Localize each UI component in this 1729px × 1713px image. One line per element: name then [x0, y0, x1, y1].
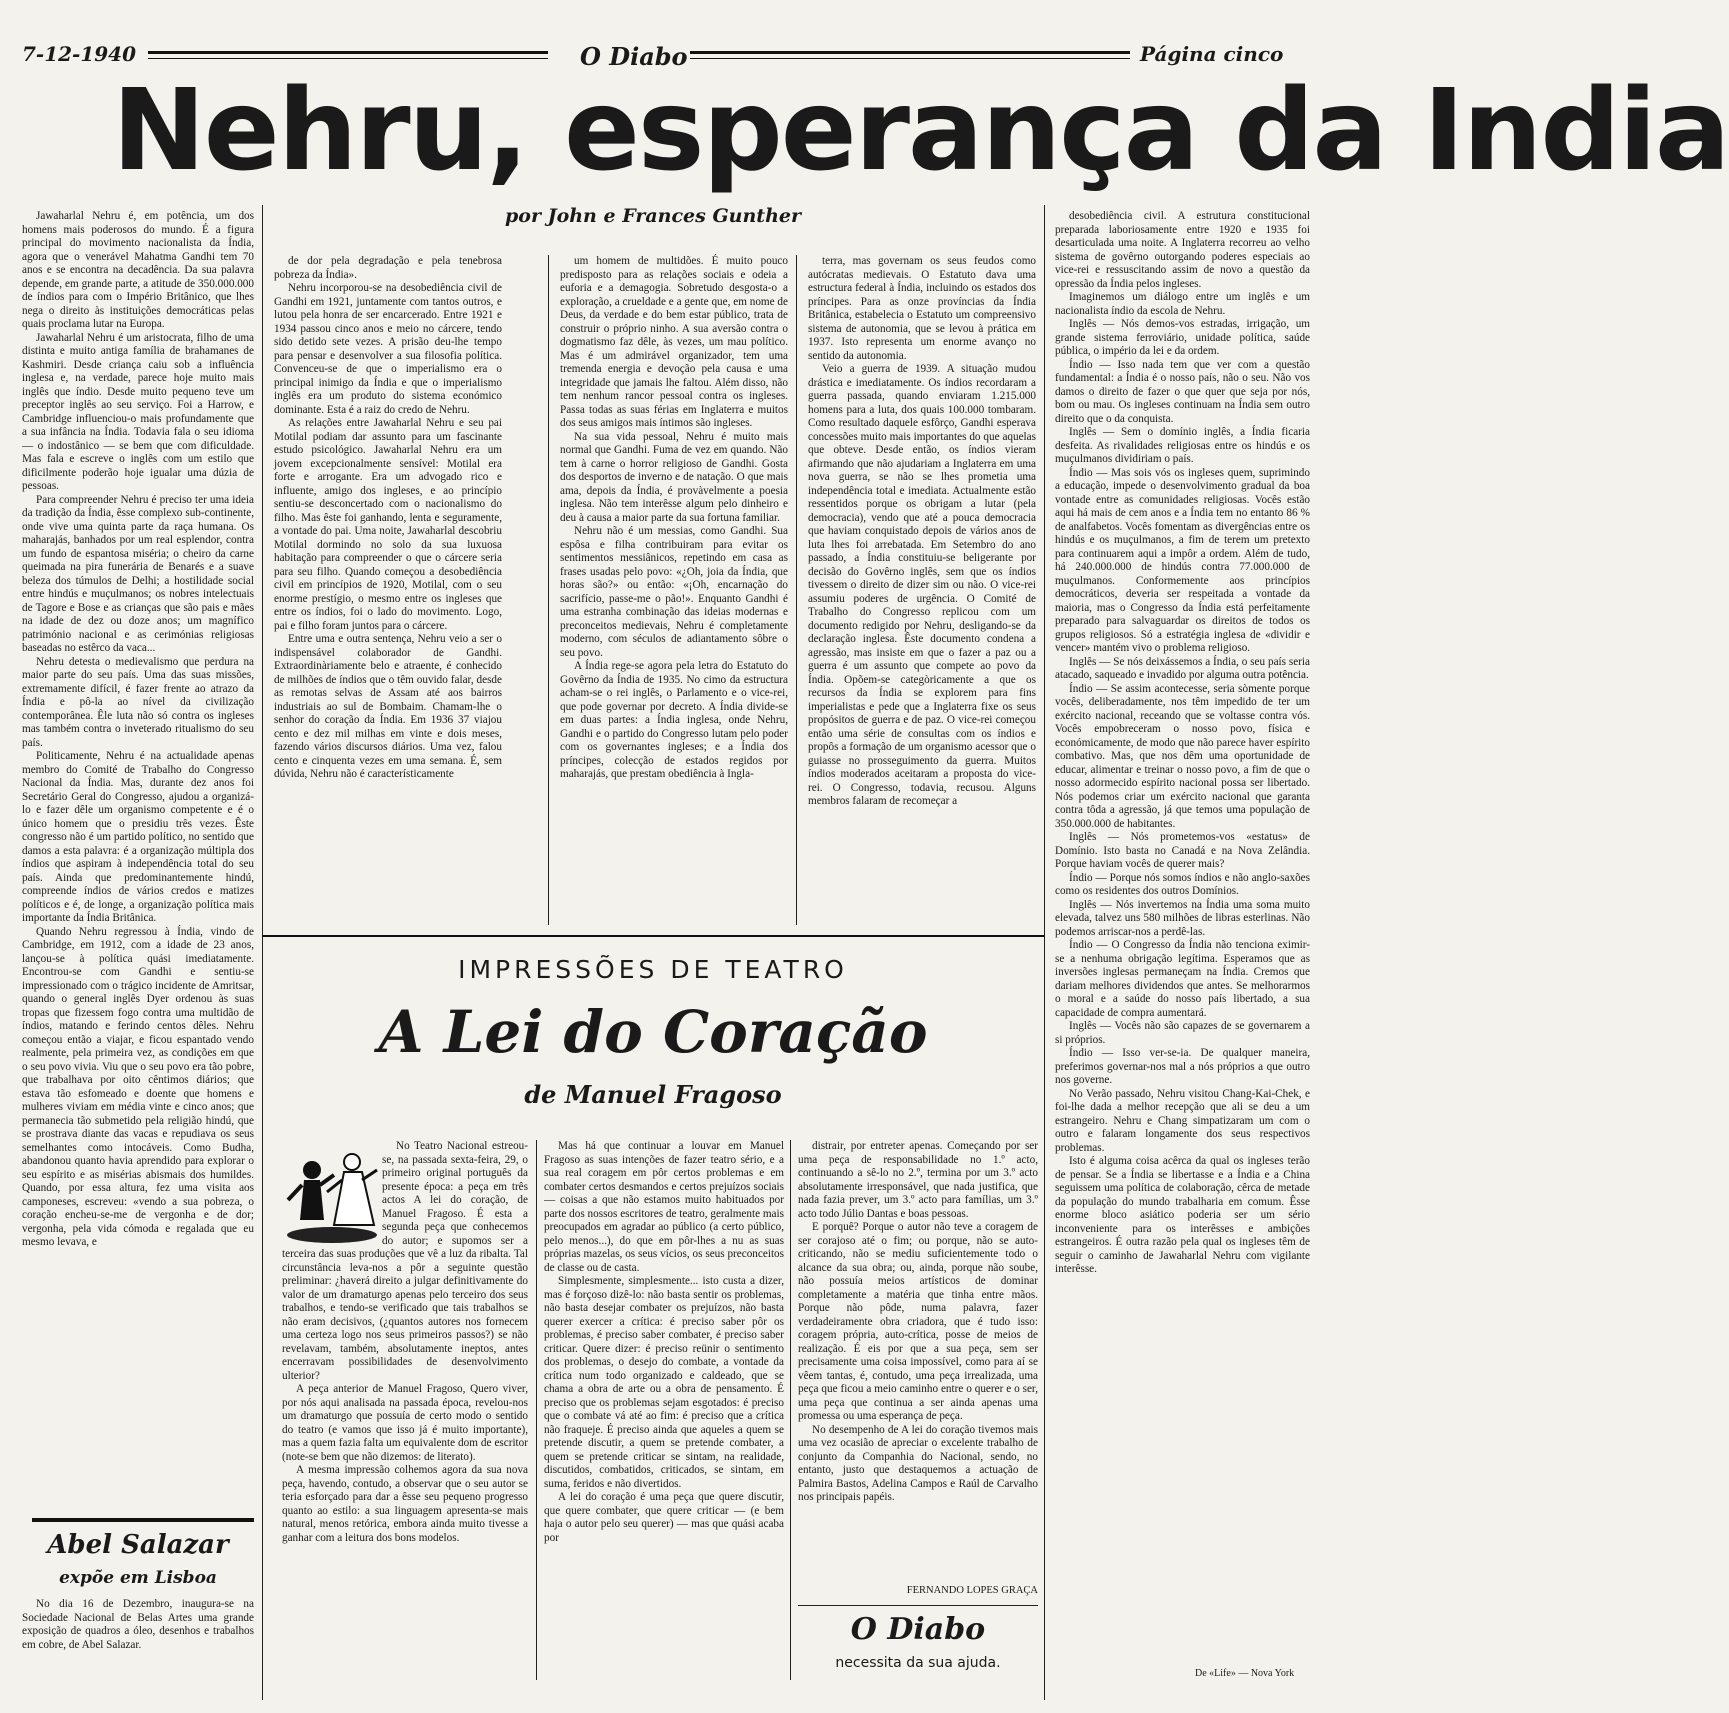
- paragraph: Nehru incorporou-se na desobediência civil de Gandhi em 1921, juntamente com tantos outros, e lutou pela honra de ser encarcerado. Entre 1921 e 1934 passou cinco anos e meio no cárcere, tendo sido detido sete vezes. A prisão deu-lhe tempo para pensar e desenvolver a sua filosofia política. Convenceu-se de que o imperialismo era o principal inimigo da Índia e que o imperialismo inglês era um produto do sistema económico dominante. Esta é a raiz do credo de Nehru.: [274, 282, 502, 416]
- column-divider: [796, 255, 797, 925]
- paragraph: Jawaharlal Nehru é um aristocrata, filho de uma distinta e muito antiga família de brahamanes de Kashmiri. Desde criança caiu sob a influência inglesa e, na verdade, parece hoje muito mais inglês que índio. Desde muito pequeno teve um preceptor inglês ao seu serviço. Foi a Harrow, e Cambridge influenciou-o mais profundamente que a sua infância na Índia. Todavia fala o seu idioma — o indostânico — se bem que com dificuldade. Mas fala e escreve o inglês com um estilo que dificilmente poderão hoje igualar uma dúzia de pessoas.: [22, 331, 254, 492]
- paragraph: Nehru detesta o medievalismo que perdura na maior parte do seu país. Uma das suas missões, extremamente difícil, é fazer frente ao atrazo da Índia e pô-la ao nível da civilização contemporânea. Êle luta não só contra os ingleses mas também contra o inveterado ritualismo do seu país.: [22, 655, 254, 749]
- appeal-rule: [798, 1605, 1038, 1606]
- salazar-rule: [32, 1518, 254, 1522]
- paragraph: Mas há que continuar a louvar em Manuel Fragoso as suas intenções de fazer teatro sério, e a sua real coragem em pôr certos problemas e em combater certos desmandos e certos prejuízos sociais — coisas a que não estamos muito habituados por parte dos nossos escritores de teatro, geralmente mais preocupados em agradar ao público (a certo público, pelo menos...), do que em pôr-lhes a nu as suas próprias mazelas, os seus vícios, os seus preconceitos de classe ou de casta.: [544, 1140, 784, 1274]
- paragraph: Índio — Porque nós somos índios e não anglo-saxões como os residentes dos outros Domínios.: [1055, 871, 1310, 897]
- paragraph: No Teatro Nacional estreou-se, na passada sexta-feira, 29, o primeiro original português da presente época: a peça em três actos A lei do coração, de Manuel Fragoso. É esta a segunda peça que conhecemos do autor; e supomos ser a terceira das suas produções que vê a luz da ribalta. Tal circunstância leva-nos a pôr a seguinte questão preliminar: ¿haverá direito a julgar definitivamente do valor de um dramaturgo apenas pelo terceiro dos seus trabalhos, e tendo-se verificado que tais trabalhos se não eram decisivos, (¿quantos autores nos fornecem uma certeza logo nos seus primeiros passos?) se não revelavam, também, absolutamente ineptos, antes encerravam possibilidades de desenvolvimento ulterior?: [282, 1140, 528, 1382]
- paragraph: Inglês — Nós prometemos-vos «estatus» de Domínio. Isto basta no Canadá e na Nova Zelândia. Porque haviam vocês de querer mais?: [1055, 831, 1310, 870]
- paragraph: Na sua vida pessoal, Nehru é muito mais normal que Gandhi. Fuma de vez em quando. Não tem à carne o horror religioso de Gandhi. Gosta dos desportos de inverno e de natação. O que mais ama, depois da Índia, é provàvelmente a poesia inglesa. Não tem interêsse algum pelo dinheiro e deu à causa a maior parte da sua fortuna familiar.: [560, 430, 788, 524]
- column-divider: [1044, 205, 1045, 1700]
- paragraph: terra, mas governam os seus feudos como autócratas medievais. O Estatuto dava uma estructura federal à Índia, incluindo os estados dos príncipes. Para as onze províncias da Índia Britânica, estabelecia o Estatuto um compreensivo sistema de autonomia, que se levou à prática em 1937. Isto representa um enorme avanço no sentido da autonomia.: [808, 255, 1036, 362]
- paragraph: distrair, por entreter apenas. Começando por ser uma peça de responsabilidade no 1.º acto, continuando a sê-lo no 2.º, termina por um 3.º acto absolutamente irresponsável, que nada justifica, que nada fazia prever, um 3.º acto para famílias, um 3.º acto todo Júlio Dantas e boas pessoas.: [798, 1140, 1038, 1220]
- paragraph: A peça anterior de Manuel Fragoso, Quero viver, por nós aqui analisada na passada época, revelou-nos um dramaturgo que possuía de certo modo o sentido do teatro (e vamos que isso já é muito importante), mas a quem fazia falta um equivalente dom de escritor (note-se bem que não dizemos: de literato).: [282, 1383, 528, 1463]
- section-rule: [262, 935, 1044, 937]
- paragraph: Politicamente, Nehru é na actualidade apenas membro do Comité de Trabalho do Congresso Nacional da Índia. Mas, durante dez anos foi Secretário Geral do Congresso, ajudou a organizá-lo e fazer dêle um organismo competente e é o único homem que o presidiu três vezes. Êste congresso não é um partido político, no sentido que damos a esta palavra: é a organização múltipla dos índios que aspiram à independência total do seu país. Ainda que predominantemente hindú, compreende índios de vários credos e matizes políticos e é, de longe, a organização política mais importante da Índia Britânica.: [22, 750, 254, 924]
- paragraph: Inglês — Sem o domínio inglês, a Índia ficaria desfeita. As rivalidades religiosas entre os hindús e os muçulmanos dividiriam o país.: [1055, 426, 1310, 465]
- paragraph: de dor pela degradação e pela tenebrosa pobreza da Índia».: [274, 255, 502, 281]
- salazar-text-block: [22, 1598, 254, 1703]
- column-divider: [548, 255, 549, 925]
- paragraph: Simplesmente, simplesmente... isto custa a dizer, mas é forçoso dizê-lo: não basta sentir os problemas, não basta desejar combater os prejuízos, não basta querer exercer a crítica: é preciso saber pôr os problemas, é preciso saber combater, é preciso saber criticar. Quere dizer: é preciso reünir o sentimento dos problemas, o desejo do combate, a vontade da crítica num todo organizado e caldeado, que se chama a obra de arte ou a obra de pensamento. É preciso que os problemas sejam esgotados: é preciso que o combate vá até ao fim: é preciso que a crítica não fraqueje. É preciso ainda que aqueles a quem se pretende discutir, a quem se pretende combater, a quem se pretende criticar se sintam, na realidade, discutidos, combatidos, criticados, se sintam, em suma, feridos e não divertidos.: [544, 1275, 784, 1490]
- theatre-column-3: [798, 1140, 1038, 1580]
- theatre-subtitle: de Manuel Fragoso: [524, 1080, 782, 1109]
- paragraph: Índio — O Congresso da Índia não tenciona eximir-se a nenhuma obrigação legítima. Esperamos que as inversões inglesas permaneçam na Índia. Cremos que dariam melhores dividendos que antes. Se melhorarmos o moral e a saúde do nosso país libertado, a sua capacidade de compra aumentará.: [1055, 939, 1310, 1019]
- theatre-title: A Lei do Coração: [378, 998, 928, 1066]
- article-column-2: [274, 255, 502, 925]
- paragraph: Índio — Se assim acontecesse, seria sòmente porque vocês, deliberadamente, nos têm impedido de ter um exército nacional, receando que se voltasse contra vós. Vocês empobreceram o nosso povo, física e económicamente, de modo que não parece haver espírito combativo. Mas, que nos dêm uma oportunidade de educar, alimentar e treinar o nosso povo, a fim de que o nosso adormecido espírito nacional possa ser libertado. Nós podemos criar um exército nacional que garanta contra tôda a agressão, já que temos uma população de 350.000.000 de habitantes.: [1055, 682, 1310, 830]
- article-title: Nehru, esperança da India: [112, 66, 1729, 196]
- page-number: Página cinco: [1140, 42, 1284, 66]
- header-rule-right-thin: [690, 58, 1130, 59]
- article-column-3: [560, 255, 788, 925]
- salazar-subtitle: expõe em Lisboa: [59, 1568, 217, 1588]
- paragraph: Quando Nehru regressou à Índia, vindo de Cambridge, em 1912, com a idade de 23 anos, lançou-se à política quási imediatamente. Encontrou-se com Gandhi e sentiu-se impressionado com o trágico incidente de Amritsar, quando o general inglês Dyer ordenou às suas tropas que fizessem fogo contra uma multidão de índios, matando e ferindo centos dêles. Nehru começou então a viajar, e ficou espantado vendo realmente, pela primeira vez, as condições em que o seu povo vivia. Viu que o seu povo era tão pobre, que trabalhava por oito cêntimos diários; que estava tão esfomeado e doente que homens e mulheres viviam em média vinte e cinco anos; que permanecia tão submetido pela religião hindú, que se prostrava diante das vacas e repudiava os seus semelhantes como intocáveis. Como Budha, abandonou quanto havia aprendido para explorar o seu espírito e as misérias abismais dos humildes. Quando, por essa altura, fez uma visita aos camponeses, escreveu: «vendo a sua pobreza, o coração encheu-se-me de vergonha e de dor; vergonha, pela vida cómoda e regalada que eu mesmo levava, e: [22, 925, 254, 1248]
- page-date: 7-12-1940: [22, 42, 137, 66]
- article-byline: por John e Frances Gunther: [505, 205, 801, 227]
- paragraph: Inglês — Nós demos-vos estradas, irrigação, um grande sistema ferroviário, unidade política, saúde pública, o império da lei e da ordem.: [1055, 318, 1310, 357]
- paragraph: Índio — Isso nada tem que ver com a questão fundamental: a Índia é o nosso país, não o seu. Não vos damos o direito de fazer o que quer que seja por nós, bom ou mau. Os ingleses continuam na Índia sem outro direito que o da conquista.: [1055, 358, 1310, 425]
- article-source: De «Life» — Nova York: [1195, 1668, 1295, 1679]
- paragraph: Índio — Isso ver-se-ia. De qualquer maneira, preferimos governar-nos mal a nós próprios a que outro nos governe.: [1055, 1047, 1310, 1086]
- theatre-column-2: [544, 1140, 784, 1680]
- paragraph: E porquê? Porque o autor não teve a coragem de ser corajoso até o fim; ou porque, não se auto-criticando, não se mediu suficientemente todo o alcance da sua obra; ou, ainda, porque não soube, não possuía meios artísticos de dominar completamente a matéria que tinha entre mãos. Porque não pôde, numa palavra, fazer verdadeiramente obra criadora, que é tudo isso: coragem própria, auto-crítica, posse de meios de realização. É eis por que a sua peça, sem ser precisamente uma coisa impossível, como para aí se vêem tantas, é, contudo, uma peça irrealizada, uma peça que ficou a meio caminho entre o querer e o ser, uma peça que continua a ser ainda apenas uma promessa ou uma esperança de peça.: [798, 1221, 1038, 1422]
- article-column-4: [808, 255, 1036, 925]
- theatre-section-label: IMPRESSÕES DE TEATRO: [458, 955, 848, 984]
- header-rule-left: [148, 51, 548, 54]
- paragraph: A mesma impressão colhemos agora da sua nova peça, havendo, contudo, a observar que o seu autor se teria esforçado para dar a êsse seu pequeno progresso quanto ao estilo: a sua linguagem apresenta-se mais natural, menos retórica, embora ainda muito tivesse a ganhar com a leitura dos bons modelos.: [282, 1464, 528, 1544]
- header-rule-left-thin: [148, 58, 548, 59]
- article-column-1: [22, 210, 254, 1495]
- paragraph: Imaginemos um diálogo entre um inglês e um nacionalista índio da escola de Nehru.: [1055, 291, 1310, 317]
- paragraph: Índio — Mas sois vós os ingleses quem, suprimindo a educação, impede o desenvolvimento gradual da boa vontade entre as comunidades religiosas. Vocês estão aqui há mais de cem anos e a Índia tem no entanto 86 % de analfabetos. Vocês fomentam as divergências entre os hindús e os muçulmanos, a fim de terem um pretexto para continuarem aqui a impôr a ordem. Além de tudo, há 240.000.000 de hindús contra 77.000.000 de muçulmanos. Conformemente aos princípios democráticos, deveria ser respeitada a vontade da maioria, mas o Congresso da Índia está perfeitamente preparado para salvaguardar os direitos de todos os grupos religiosos. Só a estratégia inglesa de «dividir e vencer» mantém vivo o problema religioso.: [1055, 466, 1310, 654]
- paragraph: Inglês — Se nós deixássemos a Índia, o seu país seria atacado, saqueado e invadido por alguma outra potência.: [1055, 655, 1310, 681]
- paragraph: No desempenho de A lei do coração tivemos mais uma vez ocasião de apreciar o excelente trabalho de conjunto da Companhia do Nacional, sendo, no entanto, justo que destaquemos a actuação de Palmira Bastos, Adelina Campos e Raúl de Carvalho nos principais papéis.: [798, 1423, 1038, 1503]
- header-rule-right: [690, 51, 1130, 54]
- column-divider: [262, 205, 263, 1700]
- paragraph: Entre uma e outra sentença, Nehru veio a ser o indispensável colaborador de Gandhi. Extraordinàriamente belo e atraente, é conhecido de milhões de índios que o têm ouvido falar, desde as remotas selvas de Assam até aos bairros industriais ao sul de Bombaim. Chamam-lhe o senhor do coração da Índia. Em 1936 37 viajou cento e dez mil milhas em vinte e dois meses, fazendo vários discursos diários. Uma vez, falou cento e cinquenta vezes em uma semana. É, sem dúvida, Nehru não é característicamente: [274, 633, 502, 780]
- paragraph: Veio a guerra de 1939. A situação mudou drástica e imediatamente. Os índios recordaram a guerra passada, quando enviaram 1.215.000 homens para a luta, dos quais 100.000 tombaram. Como resultado daquele esfôrço, Gandhi esperava concessões muito mais importantes do que aquelas que obteve. Desde então, os índios vieram afirmando que não ajudariam a Inglaterra em uma nova guerra, se não se lhes prometia uma independência total e imediata. Actualmente estão ressentidos porque os obrigam a lutar (pela democracia), vendo que até a pouca democracia que haviam conquistado depois de vários anos de luta lhes foi arrebatada. Em Setembro do ano passado, a Índia constituiu-se beligerante por decisão do Govêrno inglês, sem que os índios tivessem o direito de dizer sim ou não. O vice-rei assumiu poderes de urgência. O Comité de Trabalho do Congresso replicou com um documento redigido por Nehru, desligando-se da declaração inglesa. Êste documento condena a agressão, mas insiste em que o fazer a paz ou a guerra é um assunto que compete ao povo da Índia. Opõem-se categòricamente a que os recursos da Índia se explorem para fins imperialistas e pede que a Inglaterra fixe os seus propósitos de guerra e de paz. O vice-rei começou então uma série de consultas com os índios e propôs a formação de um organismo acessor que o guiasse no prosseguimento da guerra. Muitos índios moderados aceitaram a proposta do vice-rei. O Congresso, todavia, recusou. Alguns membros falaram de recomeçar a: [808, 363, 1036, 807]
- paragraph: Nehru não é um messias, como Gandhi. Sua espôsa e filha contribuiram para evitar os sentimentos messiânicos, repetindo em casa as frases usadas pelo povo: «¿Oh, joia da Índia, que horas são?» ou então: «¡Oh, encarnação do sacrifício, passe-me o pão!». Enquanto Gandhi é uma estranha combinação das ideias modernas e preconceitos medievais, Nehru é completamente moderno, com séculos de adiantamento sôbre o seu povo.: [560, 525, 788, 659]
- paragraph: Para compreender Nehru é preciso ter uma ideia da tradição da Índia, êsse complexo sub-continente, onde vive uma quinta parte da raça humana. Os maharajás, banhados por um real esplendor, contra um fundo de espantosa miséria; o cheiro da carne queimada na pira funerária de Benarés e a suave beleza dos túmulos de Delhi; a hostilidade social entre hindús e muçulmanos; os nobres intelectuais de Tagore e Bose e as crianças que são pais e mães na idade de dez ou doze anos; um magnífico património nacional e as cerimónias religiosas baseadas no estêrco da vaca...: [22, 493, 254, 654]
- column-divider: [790, 1140, 791, 1680]
- paragraph: Inglês — Nós invertemos na Índia uma soma muito elevada, talvez uns 580 milhões de libras esterlinas. Não podemos arriscar-nos a perdê-las.: [1055, 898, 1310, 938]
- paragraph: No dia 16 de Dezembro, inaugura-se na Sociedade Nacional de Belas Artes uma grande exposição de quadros a óleo, desenhos e trabalhos em cobre, de Abel Salazar.: [22, 1598, 254, 1651]
- paragraph: A Índia rege-se agora pela letra do Estatuto do Govêrno da Índia de 1935. No cimo da estructura acham-se o rei inglês, o Parlamento e o vice-rei, que pode governar por decreto. A Índia divide-se em duas partes: a Índia inglesa, onde Nehru, Gandhi e o partido do Congresso lutam pelo poder com os governantes ingleses; e a Índia dos príncipes, colecção de estados regidos por maharajás, que prestam obediência à Ingla-: [560, 660, 788, 780]
- paragraph: A lei do coração é uma peça que quere discutir, que quere combater, que quere criticar — (e bem haja o autor pelo seu querer) — mas que quási acaba por: [544, 1491, 784, 1544]
- paragraph: desobediência civil. A estrutura constitucional preparada laboriosamente entre 1920 e 1935 foi desarticulada uma noite. A Inglaterra recorreu ao velho sistema de govêrno outorgando poderes especiais ao vice-rei e ressuscitando assim de novo a questão da opressão da Índia pelos ingleses.: [1055, 210, 1310, 290]
- masthead: O Diabo: [580, 42, 688, 71]
- paragraph: Inglês — Vocês não são capazes de se governarem a si próprios.: [1055, 1020, 1310, 1046]
- paragraph: Isto é alguma coisa acêrca da qual os ingleses terão de pensar. Se a Índia se libertasse e a Índia e a China seguissem uma política de colaboração, cêrca de metade da população do mundo trabalharia em comum. Êsse enorme bloco asiático poderia ser um sério inconveniente para os interêsses e ambições estrangeiros. É outra razão pela qual os ingleses têm de seguir o caminho de Jawaharlal Nehru com vigilante interêsse.: [1055, 1155, 1310, 1275]
- salazar-title: Abel Salazar: [47, 1530, 229, 1560]
- theatre-signature: FERNANDO LOPES GRAÇA: [906, 1585, 1038, 1596]
- column-divider: [536, 1140, 537, 1680]
- theatre-column-1: [282, 1140, 528, 1680]
- paragraph: um homem de multidões. É muito pouco predisposto para as relações sociais e odeia a euforia e a demagogia. Sobretudo desgosta-o a exploração, a crueldade e a gente que, em nome de Deus, da verdade e do bem estar público, trata de construir o próprio ninho. A sua aversão contra o dogmatismo faz dêle, às vezes, um mau político. Mas é um admirável organizador, tem uma tremenda energia e devoção pela causa e uma integridade que jamais lhe faltou. Além disso, não tem nenhum rancor pessoal contra os ingleses. Passa todas as suas férias em Inglaterra e muitos dos seus amigos mais íntimos são ingleses.: [560, 255, 788, 429]
- article-column-5: [1055, 210, 1310, 1665]
- appeal-name: O Diabo: [850, 1612, 986, 1647]
- appeal-text: necessita da sua ajuda.: [835, 1655, 1001, 1671]
- paragraph: As relações entre Jawaharlal Nehru e seu pai Motilal podiam dar assunto para um fascinante estudo psicológico. Jawaharlal Nehru era um jovem excepcionalmente sensível: Motilal era forte e arrogante. Era um advogado rico e influente, amigo dos ingleses, e ao princípio sentiu-se desconcertado com o nacionalismo do filho. Mas êste foi ganhando, lenta e seguramente, a vontade do pai. Uma noite, Jawaharlal descobriu Motilal dormindo no solo da sua luxuosa habitação para compreender o que o cárcere seria para seu filho. Quando começou a desobediência civil em princípios de 1920, Motilal, com o seu enorme prestígio, o mesmo entre os ingleses que entre os índios, foi o lado do movimento. Logo, pai e filho foram juntos para o cárcere.: [274, 417, 502, 632]
- paragraph: No Verão passado, Nehru visitou Chang-Kai-Chek, e foi-lhe dada a melhor recepção que ali se deu a um estrangeiro. Nehru e Chang simpatizaram um com o outro e falaram longamente dos seus respectivos problemas.: [1055, 1087, 1310, 1154]
- paragraph: Jawaharlal Nehru é, em potência, um dos homens mais poderosos do mundo. É a figura principal do movimento nacionalista da Índia, agora que o venerável Mahatma Gandhi tem 70 anos e se encontra na decadência. Da sua palavra depende, em grande parte, a atitude de 350.000.000 de índios para com o Império Britânico, que lhes nega o direito às instituições democráticas pelas quais proclama lutar na Europa.: [22, 210, 254, 330]
